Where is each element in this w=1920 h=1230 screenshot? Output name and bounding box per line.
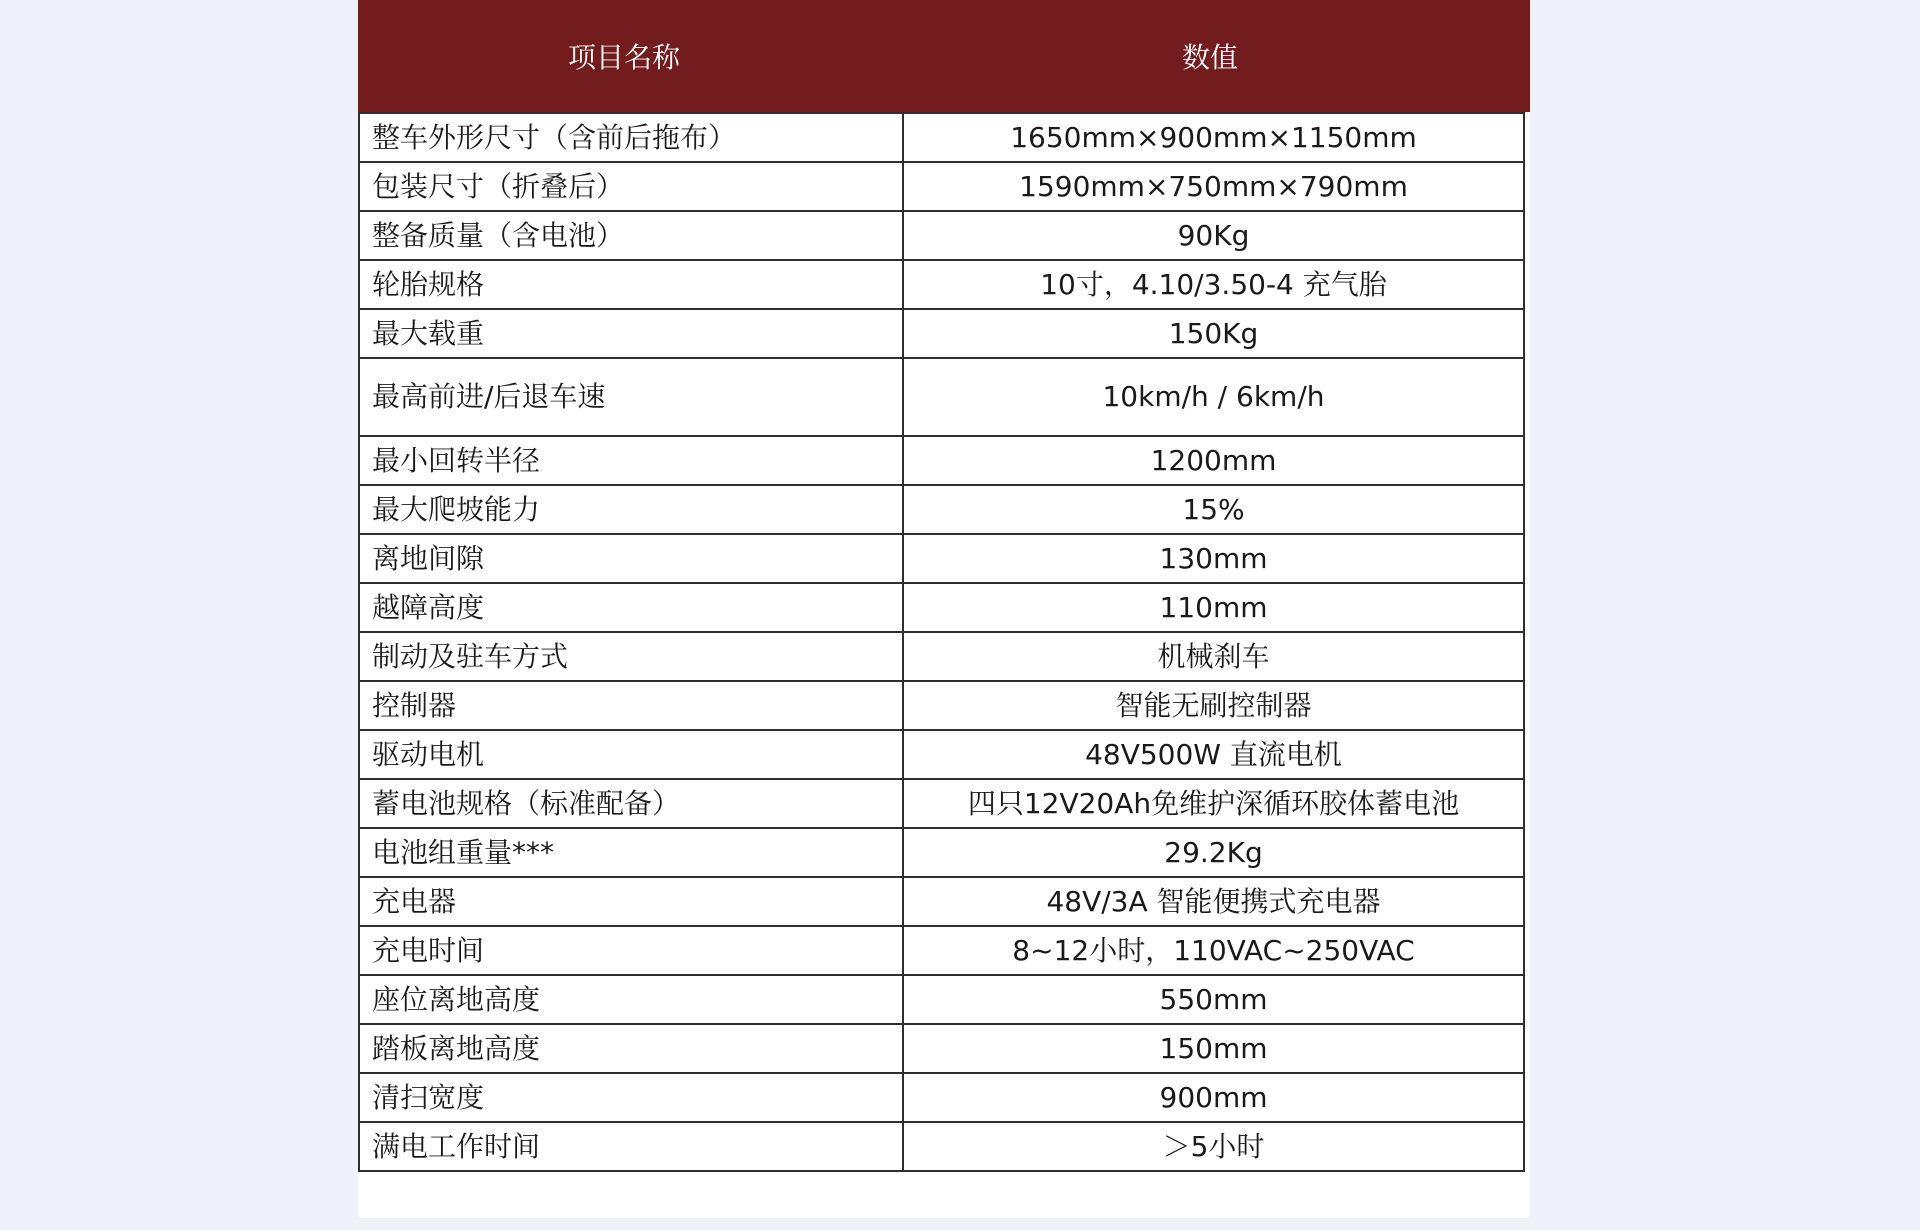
row-value: 550mm	[903, 975, 1524, 1024]
row-value: ＞5小时	[903, 1122, 1524, 1171]
row-name: 整备质量（含电池）	[359, 211, 903, 260]
row-value: 8~12小时，110VAC~250VAC	[903, 926, 1524, 975]
row-name: 最大爬坡能力	[359, 485, 903, 534]
header-value: 数值	[1181, 41, 1238, 74]
row-value: 130mm	[903, 534, 1524, 583]
row-name: 座位离地高度	[359, 975, 903, 1024]
table-row	[359, 583, 1524, 632]
row-name: 充电器	[359, 877, 903, 926]
row-name: 离地间隙	[359, 534, 903, 583]
table-row	[359, 358, 1524, 436]
table-row	[359, 1122, 1524, 1171]
row-name: 最小回转半径	[359, 436, 903, 485]
row-value: 15%	[903, 485, 1524, 534]
spec-sheet	[358, 0, 1530, 1218]
table-row	[359, 485, 1524, 534]
table-row	[359, 877, 1524, 926]
row-value: 四只12V20Ah免维护深循环胶体蓄电池	[903, 779, 1524, 828]
table-row	[359, 681, 1524, 730]
table-header	[358, 0, 1530, 112]
row-value: 1590mm×750mm×790mm	[903, 162, 1524, 211]
table-row	[359, 730, 1524, 779]
row-value: 1200mm	[903, 436, 1524, 485]
row-name: 满电工作时间	[359, 1122, 903, 1171]
row-value: 900mm	[903, 1073, 1524, 1122]
row-value: 1650mm×900mm×1150mm	[903, 113, 1524, 162]
table-row	[359, 162, 1524, 211]
table-row	[359, 113, 1524, 162]
table-row	[359, 211, 1524, 260]
row-value: 150mm	[903, 1024, 1524, 1073]
row-value: 29.2Kg	[903, 828, 1524, 877]
table-row	[359, 1024, 1524, 1073]
row-value: 150Kg	[903, 309, 1524, 358]
row-value: 90Kg	[903, 211, 1524, 260]
row-value: 10寸，4.10/3.50-4 充气胎	[903, 260, 1524, 309]
row-name: 越障高度	[359, 583, 903, 632]
row-name: 电池组重量***	[359, 828, 903, 877]
spec-table	[358, 112, 1525, 1172]
row-name: 最大载重	[359, 309, 903, 358]
table-row	[359, 779, 1524, 828]
row-name: 制动及驻车方式	[359, 632, 903, 681]
table-row	[359, 975, 1524, 1024]
row-value: 10km/h / 6km/h	[903, 358, 1524, 436]
row-value: 48V/3A 智能便携式充电器	[903, 877, 1524, 926]
row-name: 驱动电机	[359, 730, 903, 779]
row-name: 控制器	[359, 681, 903, 730]
table-row	[359, 436, 1524, 485]
row-name: 充电时间	[359, 926, 903, 975]
row-value: 智能无刷控制器	[903, 681, 1524, 730]
header-item-name: 项目名称	[567, 41, 680, 74]
table-row	[359, 534, 1524, 583]
table-row	[359, 828, 1524, 877]
row-name: 包装尺寸（折叠后）	[359, 162, 903, 211]
row-name: 踏板离地高度	[359, 1024, 903, 1073]
row-name: 清扫宽度	[359, 1073, 903, 1122]
table-row	[359, 309, 1524, 358]
table-row	[359, 632, 1524, 681]
table-row	[359, 260, 1524, 309]
row-name: 最高前进/后退车速	[359, 358, 903, 436]
row-name: 整车外形尺寸（含前后拖布）	[359, 113, 903, 162]
row-value: 机械刹车	[903, 632, 1524, 681]
table-row	[359, 926, 1524, 975]
table-row	[359, 1073, 1524, 1122]
row-value: 48V500W 直流电机	[903, 730, 1524, 779]
row-value: 110mm	[903, 583, 1524, 632]
row-name: 蓄电池规格（标准配备）	[359, 779, 903, 828]
row-name: 轮胎规格	[359, 260, 903, 309]
